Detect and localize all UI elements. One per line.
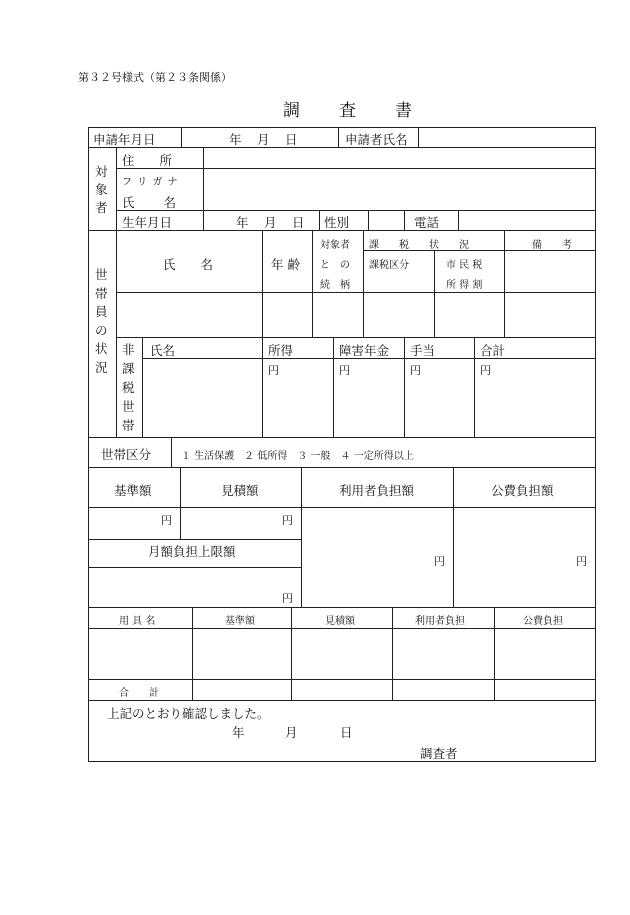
non-taxed-household-label: 非 課 税 世 帯 (122, 342, 135, 433)
gender-label: 性別 (324, 215, 350, 230)
subject-section-label: 対 象 者 (95, 164, 108, 215)
user-burden-header: 利用者負担額 (339, 483, 415, 498)
public-burden-header: 公費負担額 (491, 483, 554, 498)
total-yen-unit: 円 (480, 364, 491, 377)
applicant-name-label: 申請者氏名 (345, 132, 408, 147)
municipal-tax-header-line-1: 市 民 税 (446, 260, 483, 271)
confirmation-month-label: 月 (285, 725, 298, 740)
household-section-label: 世 帯 員 の 状 況 (95, 267, 108, 375)
phone-label: 電話 (414, 215, 440, 230)
monthly-cap-yen-unit: 円 (282, 592, 293, 605)
birth-month-label: 月 (264, 215, 277, 230)
item-user-header: 利用者負担 (415, 616, 465, 627)
confirmation-day-label: 日 (340, 725, 353, 740)
household-member-row[interactable] (117, 293, 594, 336)
page-title-char-3: 書 (395, 101, 412, 121)
application-day-label: 日 (285, 132, 298, 147)
application-year-label: 年 (229, 132, 242, 147)
subject-name-field[interactable] (204, 169, 594, 209)
page-title-char-2: 査 (339, 101, 356, 121)
non-taxed-pension-header: 障害年金 (339, 343, 390, 358)
allowance-yen-unit: 円 (410, 364, 421, 377)
application-date-label: 申請年月日 (93, 132, 156, 147)
non-taxed-name-header: 氏名 (150, 343, 176, 358)
public-burden-yen-unit: 円 (576, 555, 587, 568)
page-title-char-1: 調 (283, 101, 300, 121)
base-amount-header: 基準額 (114, 483, 152, 498)
non-taxed-total-header: 合計 (480, 343, 506, 358)
estimate-yen-unit: 円 (282, 514, 293, 527)
form-number: 第３２号様式（第２３条関係） (78, 71, 232, 84)
address-field[interactable] (204, 148, 594, 167)
monthly-cap-label: 月額負担上限額 (148, 544, 236, 559)
address-label: 住 所 (122, 153, 173, 168)
household-class-options[interactable]: １ 生活保護 ２ 低所得 ３ 一般 ４ 一定所得以上 (181, 451, 414, 462)
municipal-tax-header-line-2: 所 得 割 (446, 280, 483, 291)
furigana-label: フ リ ガ ナ (122, 177, 179, 188)
applicant-name-field[interactable] (419, 128, 594, 146)
inspector-label: 調査者 (420, 746, 458, 761)
relation-header-line-3: 続 柄 (320, 280, 350, 291)
estimate-header: 見積額 (221, 483, 259, 498)
gender-field[interactable] (369, 211, 403, 229)
birth-year-label: 年 (236, 215, 249, 230)
base-amount-yen-unit: 円 (161, 514, 172, 527)
relation-header-line-1: 対象者 (320, 240, 350, 251)
household-class-label: 世帯区分 (101, 447, 152, 462)
non-taxed-allowance-header: 手当 (410, 343, 436, 358)
income-yen-unit: 円 (268, 364, 279, 377)
phone-field[interactable] (459, 211, 594, 229)
item-base-header: 基準額 (225, 616, 255, 627)
inspector-signature-field[interactable] (465, 742, 593, 760)
confirmation-text: 上記のとおり確認しました。 (107, 706, 270, 721)
item-estimate-header: 見積額 (325, 616, 355, 627)
relation-header-line-2: と の (320, 260, 350, 271)
pension-yen-unit: 円 (339, 364, 350, 377)
member-age-header: 年 齢 (271, 257, 300, 272)
remarks-header: 備 考 (532, 240, 572, 251)
subject-name-label: 氏 名 (122, 195, 176, 210)
item-row[interactable] (89, 629, 595, 678)
item-public-header: 公費負担 (523, 616, 563, 627)
items-total-label: 合 計 (119, 688, 159, 699)
birthdate-label: 生年月日 (122, 215, 173, 230)
user-burden-yen-unit: 円 (434, 555, 445, 568)
application-month-label: 月 (257, 132, 270, 147)
birth-day-label: 日 (292, 215, 305, 230)
tax-class-header: 課税区分 (369, 260, 409, 271)
item-name-header: 用 具 名 (119, 616, 156, 627)
tax-status-header: 課 税 状 況 (369, 240, 469, 251)
non-taxed-income-header: 所得 (268, 343, 294, 358)
member-name-header: 氏 名 (163, 257, 214, 272)
confirmation-year-label: 年 (232, 725, 245, 740)
